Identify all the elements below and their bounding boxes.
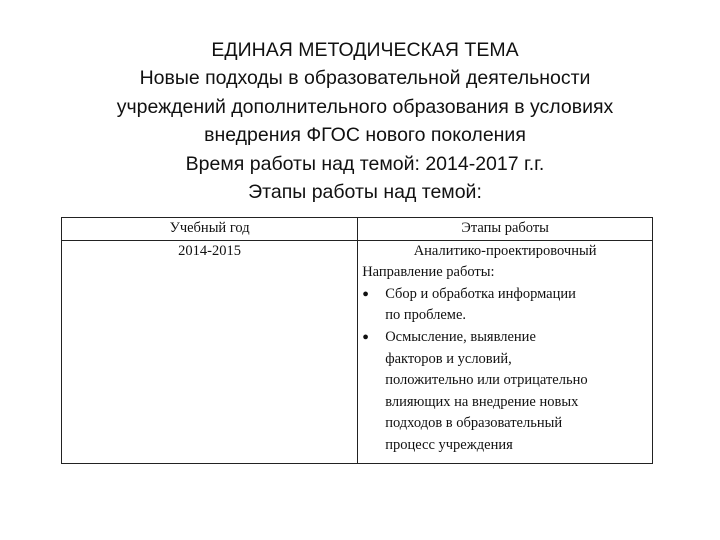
stage-name: Аналитико-проектировочный	[413, 242, 597, 259]
list-item-line: подходов в образовательный	[385, 415, 563, 432]
cell-year: 2014-2015	[62, 240, 358, 463]
table-header-row	[62, 218, 653, 241]
heading-line-topic-3: внедрения ФГОС нового поколения	[204, 124, 526, 147]
list-item-line: факторов и условий,	[385, 350, 512, 367]
heading-line-work-stages: Этапы работы над темой:	[248, 181, 482, 204]
list-item-line: Сбор и обработка информации	[385, 285, 576, 302]
table-row	[62, 240, 653, 463]
list-item-line: влияющих на внедрение новых	[385, 393, 579, 410]
bullet-icon: ●	[362, 287, 369, 300]
heading-line-topic-2: учреждений дополнительного образования в условиях	[116, 95, 614, 118]
heading-line-work-period: Время работы над темой: 2014-2017 г.г.	[185, 152, 545, 175]
direction-label: Направление работы:	[362, 264, 495, 281]
heading-line-topic-1: Новые подходы в образовательной деятельности	[139, 67, 591, 90]
header-cell-year: Учебный год	[62, 218, 358, 241]
bullet-icon: ●	[362, 330, 369, 343]
header-cell-stages: Этапы работы	[358, 218, 653, 241]
list-item	[358, 284, 652, 327]
list-item-line: процесс учреждения	[385, 436, 513, 453]
slide-heading	[60, 36, 670, 206]
list-item	[358, 327, 652, 457]
work-list	[358, 284, 652, 457]
stages-table	[61, 217, 653, 464]
list-item-line: Осмысление, выявление	[385, 328, 536, 345]
heading-line-methodical-theme: ЕДИНАЯ МЕТОДИЧЕСКАЯ ТЕМА	[211, 39, 519, 61]
list-item-line: по проблеме.	[385, 307, 467, 324]
cell-stage	[358, 240, 653, 463]
list-item-line: положительно или отрицательно	[385, 372, 588, 389]
